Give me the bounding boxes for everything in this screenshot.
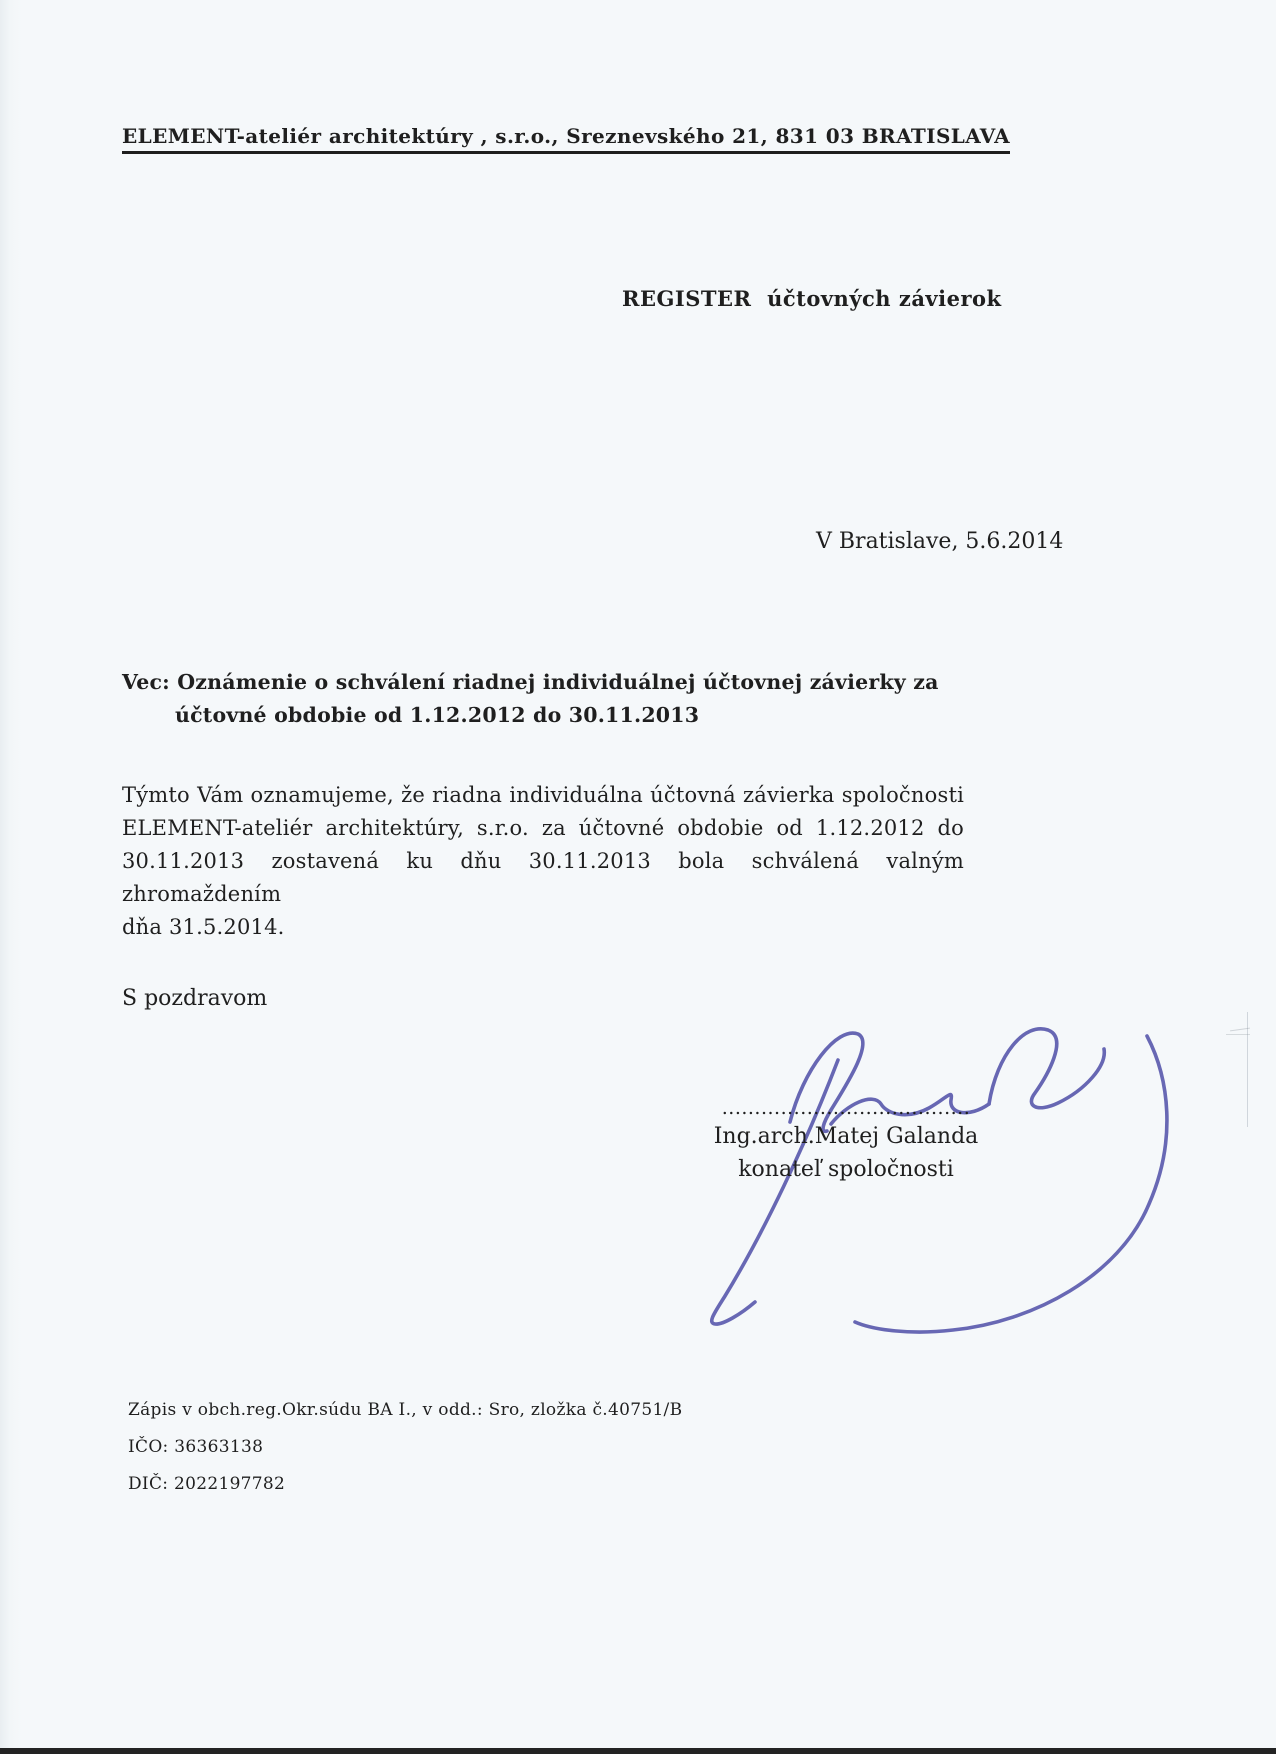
signatory-title: konateľ spoločnosti xyxy=(738,1157,954,1182)
signature-dotted-line: ...................................... xyxy=(721,1097,971,1119)
footer-registration-block xyxy=(128,1392,682,1503)
faint-pencil-mark xyxy=(1226,1028,1254,1037)
body-paragraph xyxy=(122,779,964,944)
signature-block xyxy=(646,1096,1046,1186)
scan-crease-artifact xyxy=(1247,1012,1248,1127)
footer-ico-line: IČO: 36363138 xyxy=(128,1437,264,1457)
scan-edge-artifact xyxy=(0,1748,1276,1754)
subject-block xyxy=(122,666,939,732)
subject-line-2: účtovné obdobie od 1.12.2012 do 30.11.2013 xyxy=(175,703,700,727)
body-line-2: ELEMENT-ateliér architektúry, s.r.o. za účtovné obdobie od 1.12.2012 do xyxy=(122,816,964,840)
body-line-3: 30.11.2013 zostavená ku dňu 30.11.2013 bola schválená valným zhromaždením xyxy=(122,849,964,906)
subject-line-1: Vec: Oznámenie o schválení riadnej individuálnej účtovnej závierky za xyxy=(122,670,939,694)
letterhead-company-address: ELEMENT-ateliér architektúry , s.r.o., Sreznevského 21, 831 03 BRATISLAVA xyxy=(122,124,1010,154)
body-line-4: dňa 31.5.2014. xyxy=(122,915,285,939)
signatory-name: Ing.arch.Matej Galanda xyxy=(713,1124,979,1149)
footer-dic-line: DIČ: 2022197782 xyxy=(128,1474,286,1494)
closing-salutation: S pozdravom xyxy=(122,986,268,1011)
footer-registry-line: Zápis v obch.reg.Okr.súdu BA I., v odd.: Sro, zložka č.40751/B xyxy=(128,1400,683,1420)
body-line-1: Týmto Vám oznamujeme, že riadna individuálna účtovná závierka spoločnosti xyxy=(122,783,964,807)
place-date-line: V Bratislave, 5.6.2014 xyxy=(816,529,1064,554)
register-title: REGISTER účtovných závierok xyxy=(622,286,1002,311)
